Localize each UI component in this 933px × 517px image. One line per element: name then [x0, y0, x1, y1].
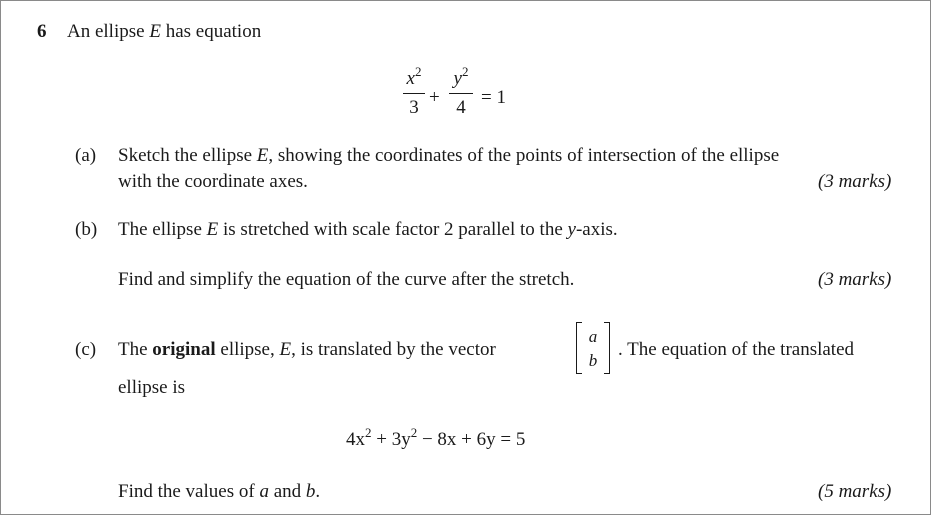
part-b-marks: (3 marks) [818, 269, 892, 290]
equation-rhs: = 1 [481, 87, 506, 108]
part-c-marks: (5 marks) [818, 481, 892, 502]
fraction-y2-over-4: $y^2$ 4 [449, 68, 473, 119]
part-c-label: (c) [75, 339, 97, 360]
part-c-line1-end: . The equation of the translated [618, 339, 855, 360]
vector-a: a [588, 327, 598, 346]
part-a-marks: (3 marks) [818, 171, 892, 192]
part-a-line2: with the coordinate axes. [118, 171, 308, 192]
part-b-label: (b) [75, 219, 98, 240]
vector-b: b [588, 351, 598, 370]
part-a-label: (a) [75, 145, 97, 166]
fraction-x2-over-3: $x^2$ 3 [403, 68, 425, 119]
part-c-line3: Find the values of a and b. [118, 481, 321, 502]
part-c-line2: ellipse is [118, 377, 186, 398]
part-b-line1: The ellipse E is stretched with scale factor 2 parallel to the y-axis. [118, 219, 618, 240]
plus-sign: + [429, 87, 440, 108]
question-intro: An ellipse E has equation [67, 21, 262, 42]
translated-equation: $4x^2 + 3y^2 - 8x + 6y = 5$ [346, 425, 526, 450]
translation-vector [576, 322, 610, 375]
part-c-line1: The original ellipse, E, is translated by the vector [118, 339, 496, 360]
part-a-line1: Sketch the ellipse E, showing the coordinates of the points of intersection of the ellipse [118, 145, 780, 166]
part-b-line2: Find and simplify the equation of the curve after the stretch. [118, 269, 575, 290]
question-number: 6 [37, 21, 47, 42]
